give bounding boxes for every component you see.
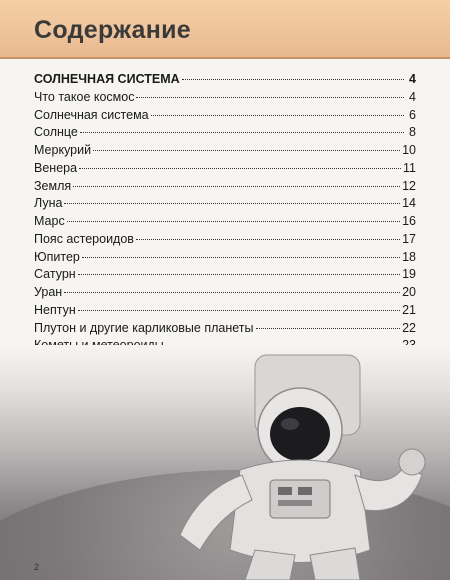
- toc-page-number: 20: [402, 285, 416, 299]
- toc-page-number: 17: [402, 231, 416, 246]
- toc-page-number: 10: [402, 143, 416, 157]
- toc-entry-title: Луна: [34, 196, 63, 211]
- toc-dot-leader: [256, 328, 401, 329]
- toc-page-number: 19: [402, 267, 416, 282]
- toc-dot-leader: [79, 168, 401, 169]
- toc-page-number: 8: [409, 125, 416, 140]
- toc-dot-leader: [64, 292, 400, 293]
- toc-page-number: 14: [402, 196, 416, 211]
- toc-dot-leader: [136, 239, 400, 240]
- toc-dot-leader: [151, 115, 404, 116]
- toc-entry-title: Солнечная система: [34, 107, 149, 122]
- toc-entry-title: Пояс астероидов: [34, 231, 134, 246]
- toc-row: [34, 285, 416, 303]
- toc-row: [34, 321, 416, 339]
- toc-section-row: [34, 72, 416, 90]
- toc-entry-title: Нептун: [34, 302, 76, 317]
- toc-dot-leader: [93, 150, 400, 151]
- page-number: 2: [34, 562, 40, 572]
- toc-dot-leader: [78, 310, 400, 311]
- toc-entry-title: Земля: [34, 178, 72, 193]
- toc-dot-leader: [80, 132, 404, 133]
- toc-entry-title: Солнце: [34, 125, 78, 140]
- toc-row: [34, 267, 416, 285]
- toc-row: [34, 125, 416, 143]
- toc-dot-leader: [78, 274, 400, 275]
- header-rule: [0, 57, 450, 59]
- toc-entry-title: Что такое космос: [34, 89, 135, 104]
- page-title: Содержание: [34, 16, 192, 44]
- toc-entry-title: Венера: [34, 160, 78, 175]
- toc-page-number: 11: [403, 160, 416, 175]
- toc-entry-title: СОЛНЕЧНАЯ СИСТЕМА: [34, 72, 180, 86]
- toc-page-number: 6: [409, 107, 416, 122]
- toc-page-number: 4: [409, 72, 416, 86]
- toc-row: [34, 214, 416, 232]
- toc-row: [34, 196, 416, 214]
- toc-dot-leader: [64, 203, 400, 204]
- toc-row: [34, 90, 416, 108]
- toc-dot-leader: [182, 79, 404, 80]
- toc-page-number: 16: [402, 214, 416, 228]
- toc-page-number: 18: [402, 249, 416, 264]
- toc-page-number: 4: [409, 89, 416, 104]
- toc-row: [34, 250, 416, 268]
- toc-entry-title: Уран: [34, 285, 63, 299]
- toc-dot-leader: [136, 97, 404, 98]
- table-of-contents: [34, 72, 416, 356]
- toc-row: [34, 179, 416, 197]
- toc-row: [34, 232, 416, 250]
- toc-entry-title: Плутон и другие карликовые планеты: [34, 320, 254, 335]
- toc-row: [34, 143, 416, 161]
- toc-page-number: 12: [402, 178, 416, 193]
- toc-dot-leader: [73, 186, 400, 187]
- toc-entry-title: Марс: [34, 214, 65, 228]
- toc-row: [34, 108, 416, 126]
- toc-dot-leader: [67, 221, 400, 222]
- toc-page-number: 22: [402, 320, 416, 335]
- toc-page-number: 21: [402, 302, 416, 317]
- toc-row: [34, 161, 416, 179]
- toc-entry-title: Меркурий: [34, 143, 92, 157]
- toc-dot-leader: [82, 257, 400, 258]
- toc-entry-title: Сатурн: [34, 267, 76, 282]
- astronaut-illustration: [160, 350, 430, 580]
- toc-row: [34, 303, 416, 321]
- toc-entry-title: Юпитер: [34, 249, 80, 264]
